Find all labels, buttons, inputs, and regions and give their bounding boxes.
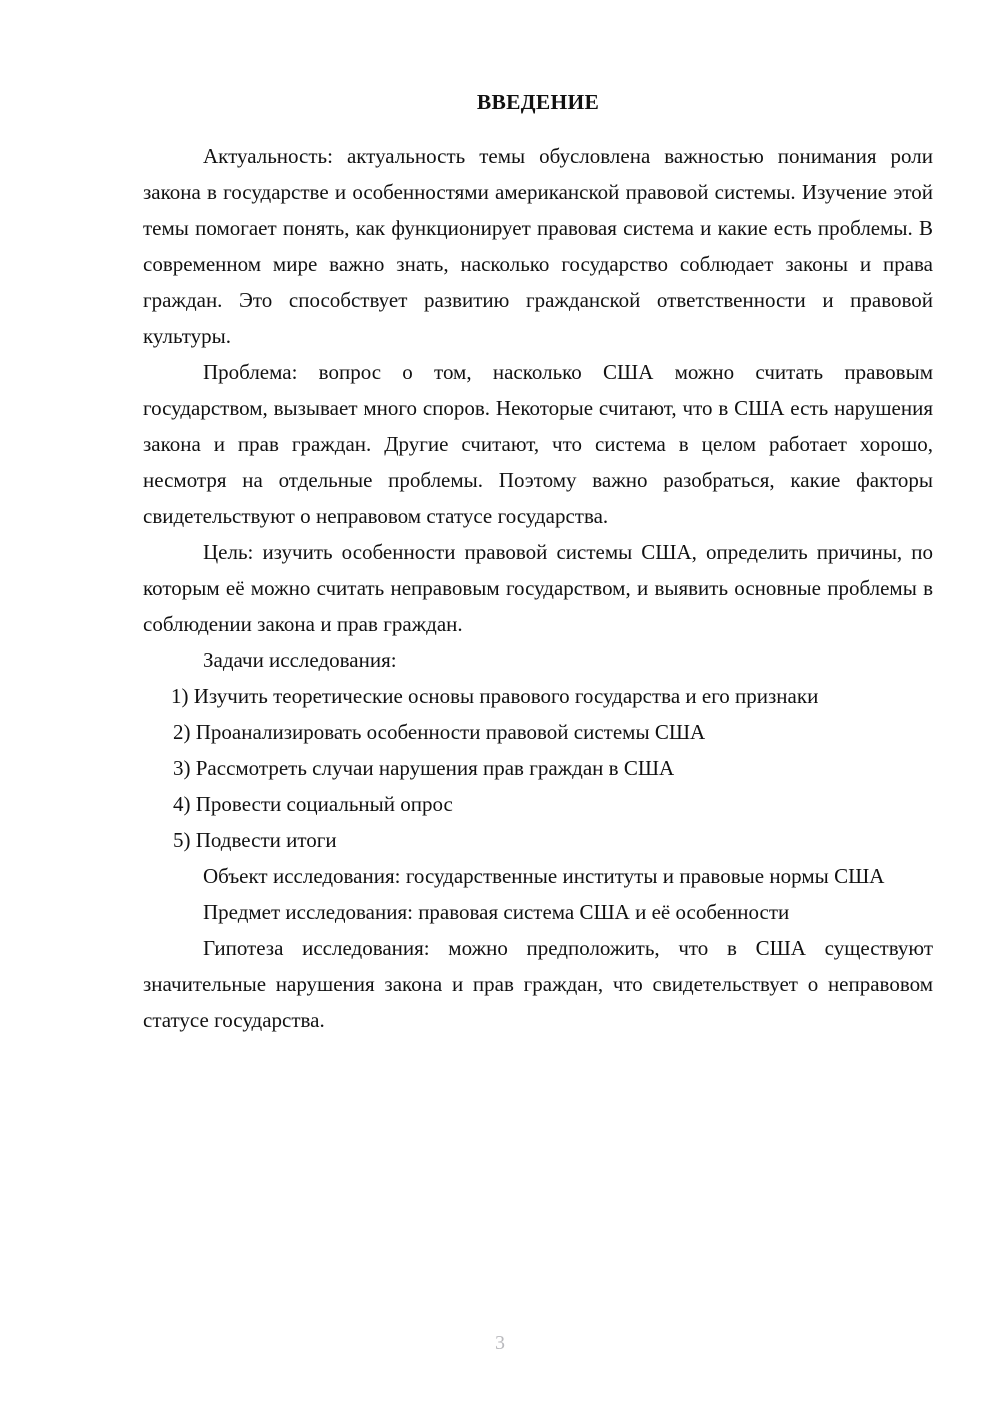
paragraph-relevance: Актуальность: актуальность темы обусловлена важностью понимания роли закона в государстве и особенностями американской правовой системы. Изучение этой темы помогает понять, как функционирует правовая система и какие есть проблемы. В современном мире важно знать, насколько государство соблюдает законы и права граждан. Это способствует развитию гражданской ответственности и правовой культуры. [143, 144, 933, 348]
page-title: ВВЕДЕНИЕ [476, 90, 600, 114]
list-item: 2) Проанализировать особенности правовой системы США [173, 720, 706, 744]
paragraph-subject: Предмет исследования: правовая система США и её особенности [203, 900, 790, 924]
paragraph-problem: Проблема: вопрос о том, насколько США можно считать правовым государством, вызывает много споров. Некоторые считают, что в США есть нарушения закона и прав граждан. Другие считают, что система в целом работает хорошо, несмотря на отдельные проблемы. Поэтому важно разобраться, какие факторы свидетельствуют о неправовом статусе государства. [143, 360, 933, 528]
tasks-heading: Задачи исследования: [203, 648, 397, 672]
list-item: 5) Подвести итоги [173, 828, 337, 852]
list-item: 4) Провести социальный опрос [173, 792, 453, 816]
list-item: 1) Изучить теоретические основы правового государства и его признаки [171, 684, 819, 708]
paragraph-object: Объект исследования: государственные институты и правовые нормы США [203, 864, 885, 888]
paragraph-hypothesis: Гипотеза исследования: можно предположить, что в США существуют значительные нарушения закона и прав граждан, что свидетельствует о неправовом статусе государства. [143, 936, 933, 1032]
paragraph-goal: Цель: изучить особенности правовой системы США, определить причины, по которым её можно считать неправовым государством, и выявить основные проблемы в соблюдении закона и прав граждан. [143, 540, 933, 636]
page-number: 3 [495, 1332, 505, 1354]
list-item: 3) Рассмотреть случаи нарушения прав граждан в США [173, 756, 675, 780]
document-body [143, 84, 933, 1038]
tasks-list [143, 678, 933, 858]
